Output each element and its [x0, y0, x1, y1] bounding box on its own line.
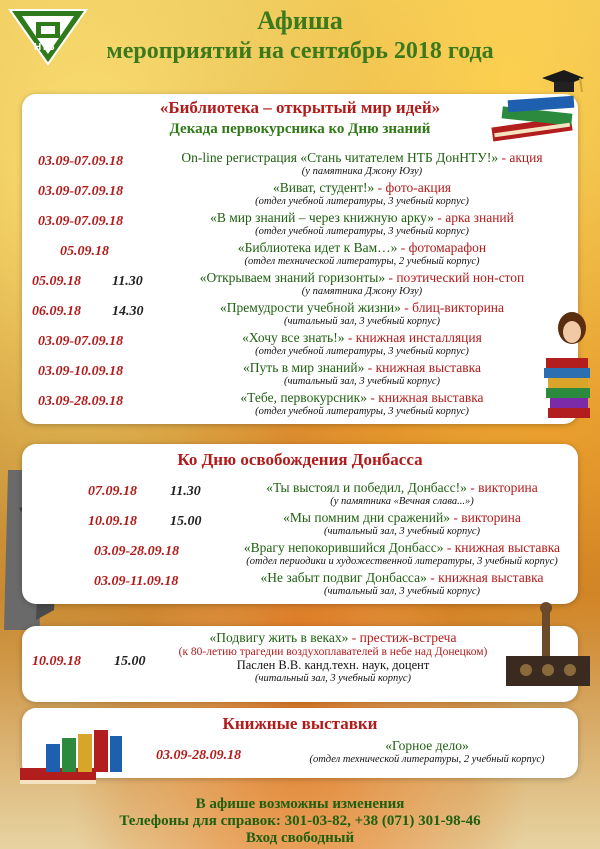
event-title: «Горное дело» — [385, 738, 469, 753]
event-kind: - книжная выставка — [364, 360, 481, 375]
section1-subtitle: Декада первокурсника ко Дню знаний — [169, 121, 431, 137]
event-info — [162, 300, 562, 328]
event-date: 03.09-28.09.18 — [94, 544, 180, 559]
event-place: (читальный зал, 3 учебный корпус) — [283, 316, 441, 327]
event-info — [162, 210, 562, 238]
event-place: (у памятника «Вечная слава...») — [330, 496, 474, 507]
event-date: 07.09.18 — [88, 484, 137, 499]
event-note: (к 80-летию трагедии воздухоплавателей в небе над Донецком) — [178, 646, 488, 658]
event-kind: - книжная выставка — [426, 570, 544, 585]
event-place: (у памятника Джону Юзу) — [301, 166, 423, 177]
event-date: 03.09-07.09.18 — [38, 184, 124, 199]
event-info — [232, 510, 572, 538]
section-donbass-card — [22, 444, 578, 604]
event-place: (отдел учебной литературы, 3 учебный корпус) — [255, 226, 469, 237]
event-place: (у памятника Джону Юзу) — [301, 286, 423, 297]
event-place: (читальный зал, 3 учебный корпус) — [323, 526, 481, 537]
book-stack-icon — [488, 92, 584, 142]
event-info — [162, 180, 562, 208]
event-time: 14.30 — [112, 304, 144, 319]
event-info — [168, 630, 498, 685]
footer-line2: Телефоны для справок: 301-03-82, +38 (071) 301-98-46 — [119, 813, 481, 829]
event-date: 03.09-11.09.18 — [94, 574, 179, 589]
event-title: «Путь в мир знаний» — [243, 360, 365, 375]
student-with-books-illustration — [540, 310, 596, 430]
logo-label: НТБ — [34, 42, 55, 53]
header-line2: мероприятий на сентябрь 2018 года — [106, 38, 494, 64]
section-library-card — [22, 94, 578, 424]
event-title: «Не забыт подвиг Донбасса» — [260, 570, 427, 585]
event-info — [232, 570, 572, 598]
event-date: 03.09-10.09.18 — [38, 364, 124, 379]
event-info — [162, 390, 562, 418]
event-date: 05.09.18 — [32, 274, 81, 289]
event-kind: - книжная выставка — [443, 540, 561, 555]
event-title: «Библиотека идет к Вам…» — [237, 240, 398, 255]
event-info — [282, 738, 572, 766]
event-info — [162, 360, 562, 388]
event-title: «Виват, студент!» — [272, 180, 375, 195]
event-info — [162, 150, 562, 178]
event-title: On-line регистрация «Стань читателем НТБ ДонНТУ!» — [181, 150, 499, 165]
event-kind: - поэтический нон-стоп — [385, 270, 525, 285]
event-info — [162, 330, 562, 358]
event-place: (отдел технической литературы, 2 учебный корпус) — [309, 754, 545, 765]
event-kind: - арка знаний — [433, 210, 514, 225]
event-info — [232, 540, 572, 568]
section-meeting-card — [22, 626, 578, 702]
event-place: (отдел периодики и художественной литературы, 3 учебный корпус) — [246, 556, 558, 567]
event-title: «Врагу непокорившийся Донбасс» — [243, 540, 444, 555]
event-kind: - акция — [498, 150, 543, 165]
event-place: (читальный зал, 3 учебный корпус) — [323, 586, 481, 597]
event-date: 05.09.18 — [60, 244, 109, 259]
event-place: (отдел учебной литературы, 3 учебный корпус) — [255, 346, 469, 357]
event-kind: - престиж-встреча — [348, 630, 457, 645]
event-title: «В мир знаний – через книжную арку» — [210, 210, 434, 225]
event-time: 11.30 — [112, 274, 143, 289]
event-kind: - блиц-викторина — [400, 300, 505, 315]
event-info — [162, 270, 562, 298]
event-title: «Подвигу жить в веках» — [209, 630, 349, 645]
event-date: 03.09-07.09.18 — [38, 334, 124, 349]
event-date: 03.09-07.09.18 — [38, 214, 124, 229]
event-kind: - викторина — [466, 480, 538, 495]
event-date: 03.09-28.09.18 — [38, 394, 124, 409]
event-kind: - книжная выставка — [366, 390, 484, 405]
section2-title: Ко Дню освобождения Донбасса — [177, 450, 423, 469]
event-time: 15.00 — [114, 654, 146, 669]
event-title: «Ты выстоял и победил, Донбасс!» — [266, 480, 467, 495]
event-info — [232, 480, 572, 508]
event-time: 15.00 — [170, 514, 202, 529]
footer-line3: Вход свободный — [245, 830, 355, 846]
event-date: 03.09-07.09.18 — [38, 154, 124, 169]
event-place: (отдел учебной литературы, 3 учебный корпус) — [255, 406, 469, 417]
event-place: (отдел учебной литературы, 3 учебный корпус) — [255, 196, 469, 207]
event-time: 11.30 — [170, 484, 201, 499]
event-title: «Хочу все знать!» — [242, 330, 345, 345]
event-date: 06.09.18 — [32, 304, 81, 319]
section4-title: Книжные выставки — [222, 714, 378, 733]
footer-line1: В афише возможны изменения — [195, 796, 405, 812]
event-kind: - фото-акция — [374, 180, 452, 195]
books-pile-icon — [16, 724, 126, 790]
event-speaker: Паслен В.В. канд.техн. наук, доцент — [236, 658, 430, 672]
event-place: (читальный зал, 3 учебный корпус) — [254, 673, 412, 684]
event-kind: - фотомарафон — [397, 240, 487, 255]
event-title: «Мы помним дни сражений» — [283, 510, 450, 525]
section1-title: «Библиотека – открытый мир идей» — [159, 98, 441, 117]
event-place: (читальный зал, 3 учебный корпус) — [283, 376, 441, 387]
event-title: «Тебе, первокурсник» — [240, 390, 367, 405]
event-date: 10.09.18 — [88, 514, 137, 529]
event-place: (отдел технической литературы, 2 учебный корпус) — [244, 256, 480, 267]
header-line1: Афиша — [257, 6, 343, 35]
event-title: «Открываем знаний горизонты» — [199, 270, 386, 285]
event-info — [162, 240, 562, 268]
memorial-illustration — [496, 598, 596, 694]
event-date: 03.09-28.09.18 — [156, 748, 242, 763]
event-kind: - викторина — [449, 510, 521, 525]
event-kind: - книжная инсталляция — [344, 330, 482, 345]
event-date: 10.09.18 — [32, 654, 81, 669]
event-title: «Премудрости учебной жизни» — [219, 300, 401, 315]
